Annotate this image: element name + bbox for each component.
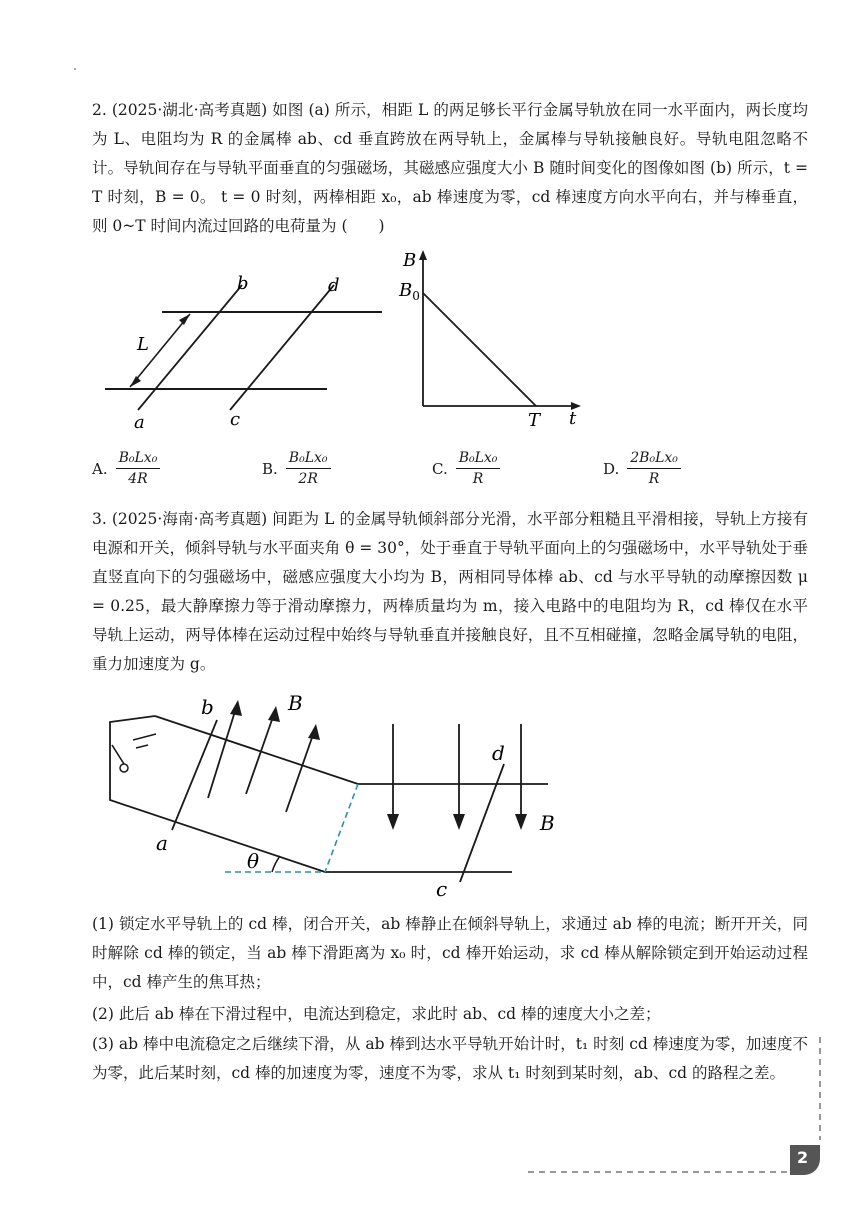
q3-subquestion-1: (1) 锁定水平导轨上的 cd 棒，闭合开关，ab 棒静止在倾斜导轨上，求通过 ab 棒的电流；断开开关，同时解除 cd 棒的锁定，当 ab 棒下滑距离为 x₀ 时，cd 棒开始运动，求 cd 棒从解除锁定到开始运动过程中，cd 棒产生的焦耳热；	[92, 915, 808, 991]
option-a[interactable]: A. $\frac{\text{B₀Lx₀}}{4R}$	[92, 450, 160, 487]
axis-label-B: B	[403, 250, 417, 271]
figure-b-graph	[395, 248, 595, 433]
label-d: d	[492, 741, 505, 765]
question-3-text: 3. (2025·海南·高考真题) 间距为 L 的金属导轨倾斜部分光滑，水平部分粗糙且平滑相接，导轨上方接有电源和开关，倾斜导轨与水平面夹角 θ = 30°，处于垂直于导轨平面向上的匀强磁场中，水平导轨处于垂直竖直向下的匀强磁场中，磁感应强度大小均为 B，两相同导体棒 ab、cd 与水平导轨的动摩擦因数 μ = 0.25，最大静摩擦力等于滑动摩擦力，两棒质量均为 m，接入电路中的电阻均为 R，cd 棒仅在水平导轨上运动，两导体棒在运动过程中始终与导轨垂直并接触良好，且不互相碰撞，忽略金属导轨的电阻，重力加速度为 g。	[92, 510, 808, 673]
figure-q3-rails	[100, 690, 570, 900]
label-L: L	[137, 334, 149, 355]
label-B-inclined: B	[288, 691, 303, 715]
question-2-text: 2. (2025·湖北·高考真题) 如图 (a) 所示，相距 L 的两足够长平行金属导轨放在同一水平面内，两长度均为 L、电阻均为 R 的金属棒 ab、cd 垂直跨放在两导轨上，金属棒与导轨接触良好。导轨电阻忽略不计。导轨间存在与导轨平面垂直的匀强磁场，其磁感应强度大小 B 随时间变化的图像如图 (b) 所示，t = T 时刻，B = 0。 t = 0 时刻，两棒相距 x₀，ab 棒速度为零，cd 棒速度方向水平向右，并与棒垂直，则 0~T 时间内流过回路的电荷量为 ( )	[92, 101, 808, 235]
label-B-horizontal: B	[540, 811, 555, 835]
label-b: b	[201, 695, 214, 719]
label-theta: θ	[247, 849, 260, 873]
option-c[interactable]: C. $\frac{\text{B₀Lx₀}}{R}$	[432, 450, 500, 487]
label-B0: $B_0$	[399, 280, 420, 303]
option-b[interactable]: B. $\frac{\text{B₀Lx₀}}{2R}$	[262, 450, 331, 487]
label-T: T	[528, 410, 541, 431]
label-d: d	[328, 275, 340, 296]
axis-label-t: t	[569, 408, 577, 429]
label-c: c	[436, 877, 448, 900]
page-number: 2	[797, 1148, 809, 1167]
label-a: a	[156, 831, 168, 855]
label-c: c	[230, 409, 241, 430]
figure-a-rails	[100, 265, 390, 435]
scan-speck	[74, 68, 76, 70]
option-d[interactable]: D. $\frac{\text{2B₀Lx₀}}{R}$	[603, 450, 681, 487]
label-b: b	[237, 273, 249, 294]
page-corner-decoration	[520, 1035, 830, 1180]
q3-subquestion-2: (2) 此后 ab 棒在下滑过程中，电流达到稳定，求此时 ab、cd 棒的速度大小之差；	[92, 1005, 661, 1023]
q3-subquestion-3: (3) ab 棒中电流稳定之后继续下滑，从 ab 棒到达水平导轨开始计时，t₁ 时刻 cd 棒速度为零，加速度不为零，此后某时刻，cd 棒的加速度为零，速度不为零，求从 t₁ 时刻到某时刻，ab、cd 的路程之差。	[92, 1035, 808, 1082]
label-a: a	[134, 412, 145, 433]
